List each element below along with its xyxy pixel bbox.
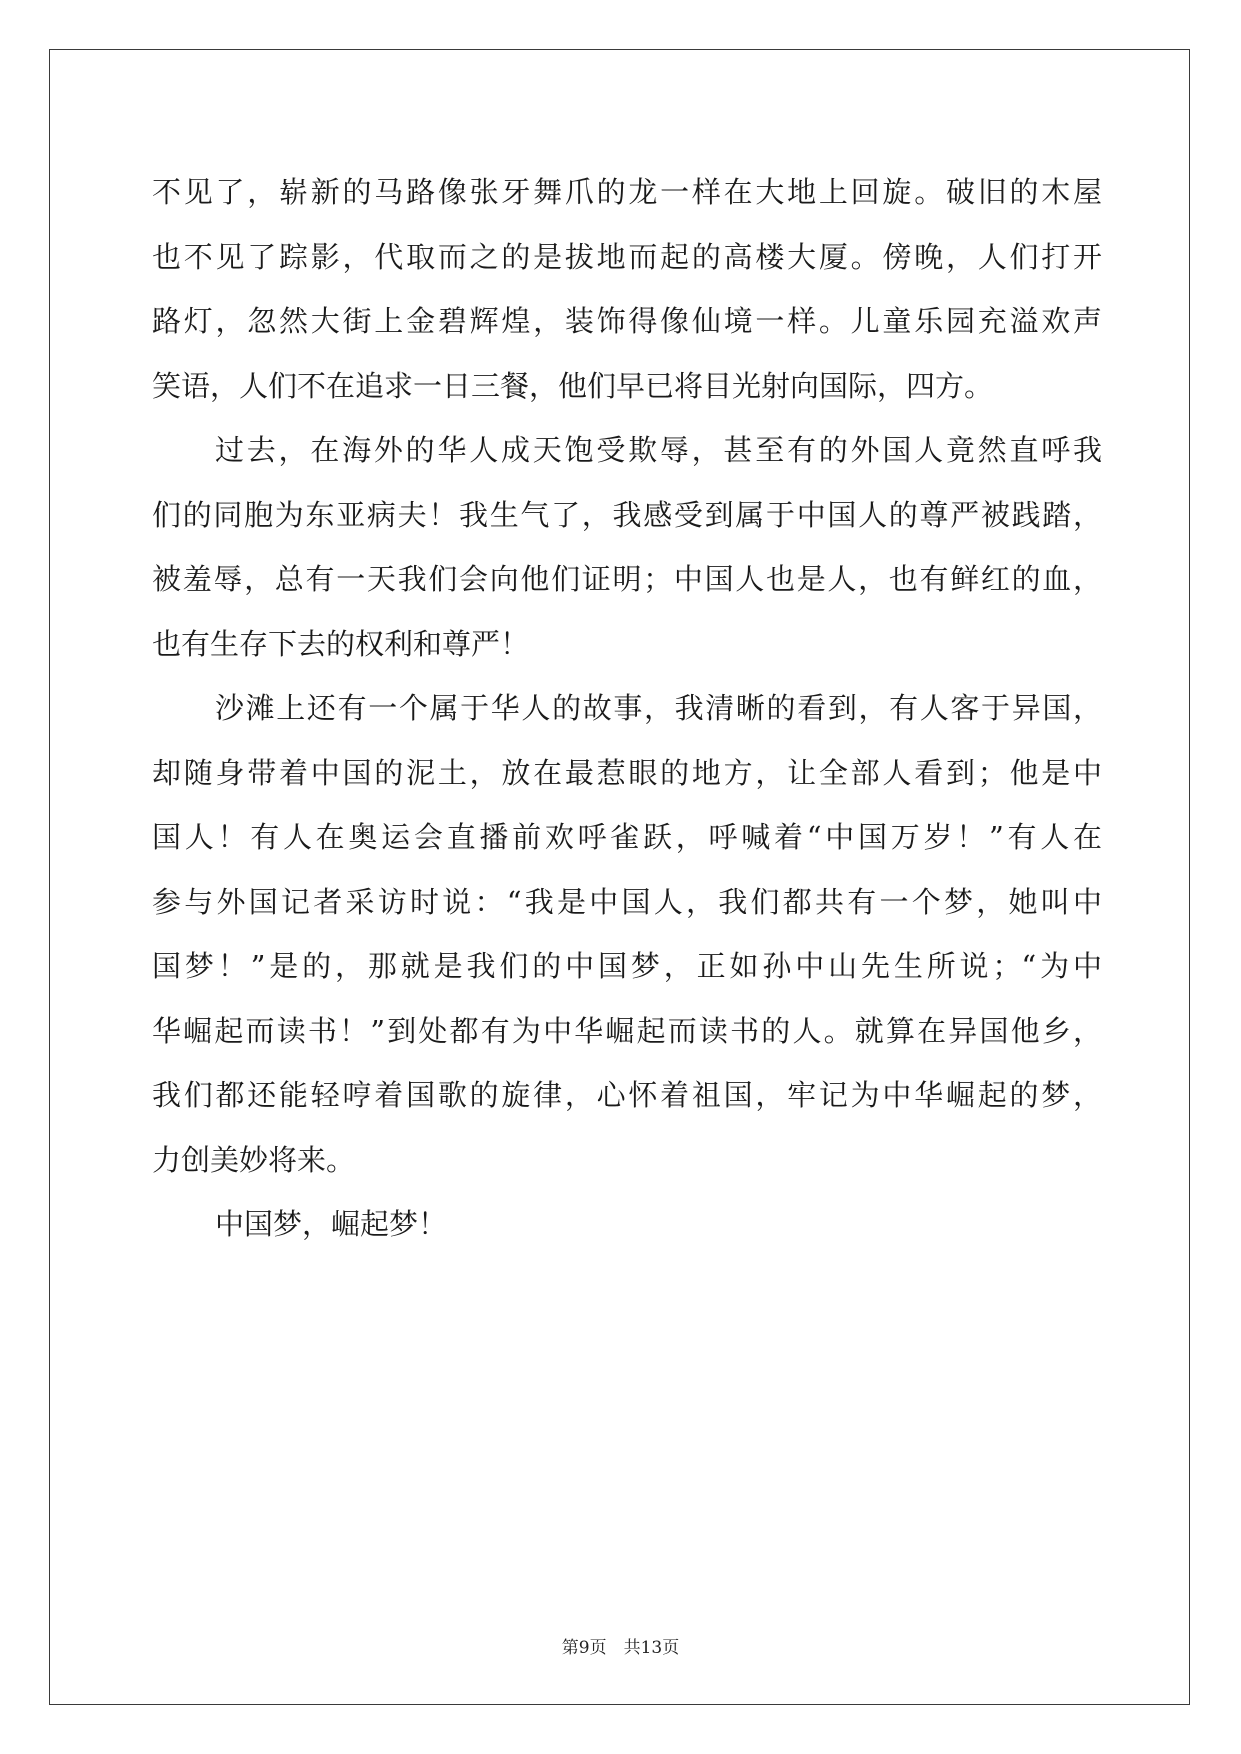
text-line: 力创美妙将来。 bbox=[152, 1142, 356, 1177]
text-line: 国人！有人在奥运会直播前欢呼雀跃，呼喊着“中国万岁！”有人在 bbox=[152, 820, 1102, 854]
text-line: 也不见了踪影，代取而之的是拔地而起的高楼大厦。傍晚，人们打开 bbox=[152, 239, 1102, 274]
text-line: 我们都还能轻哼着国歌的旋律，心怀着祖国，牢记为中华崛起的梦， bbox=[152, 1078, 1102, 1112]
text-line: 路灯，忽然大街上金碧辉煌，装饰得像仙境一样。儿童乐园充溢欢声 bbox=[152, 304, 1102, 338]
paragraph-first-line: 沙滩上还有一个属于华人的故事，我清晰的看到，有人客于异国， bbox=[215, 691, 1102, 725]
text-line: 被羞辱，总有一天我们会向他们证明；中国人也是人，也有鲜红的血， bbox=[152, 562, 1102, 596]
paragraph-first-line: 中国梦，崛起梦！ bbox=[215, 1207, 448, 1241]
text-line: 华崛起而读书！”到处都有为中华崛起而读书的人。就算在异国他乡， bbox=[152, 1013, 1102, 1048]
text-line: 国梦！”是的，那就是我们的中国梦，正如孙中山先生所说；“为中 bbox=[152, 949, 1102, 983]
paragraph-first-line: 过去，在海外的华人成天饱受欺辱，甚至有的外国人竟然直呼我 bbox=[215, 433, 1102, 467]
text-line: 不见了，崭新的马路像张牙舞爪的龙一样在大地上回旋。破旧的木屋 bbox=[152, 175, 1102, 209]
document-body bbox=[152, 160, 1102, 1257]
text-line: 却随身带着中国的泥土，放在最惹眼的地方，让全部人看到；他是中 bbox=[152, 755, 1102, 790]
text-line: 参与外国记者采访时说：“我是中国人，我们都共有一个梦，她叫中 bbox=[152, 884, 1102, 919]
page-number-footer: 第9页 共13页 bbox=[561, 1638, 680, 1658]
text-line: 们的同胞为东亚病夫！我生气了，我感受到属于中国人的尊严被践踏， bbox=[152, 497, 1102, 532]
text-line: 笑语，人们不在追求一日三餐，他们早已将目光射向国际，四方。 bbox=[152, 368, 994, 403]
text-line: 也有生存下去的权利和尊严！ bbox=[152, 626, 530, 661]
